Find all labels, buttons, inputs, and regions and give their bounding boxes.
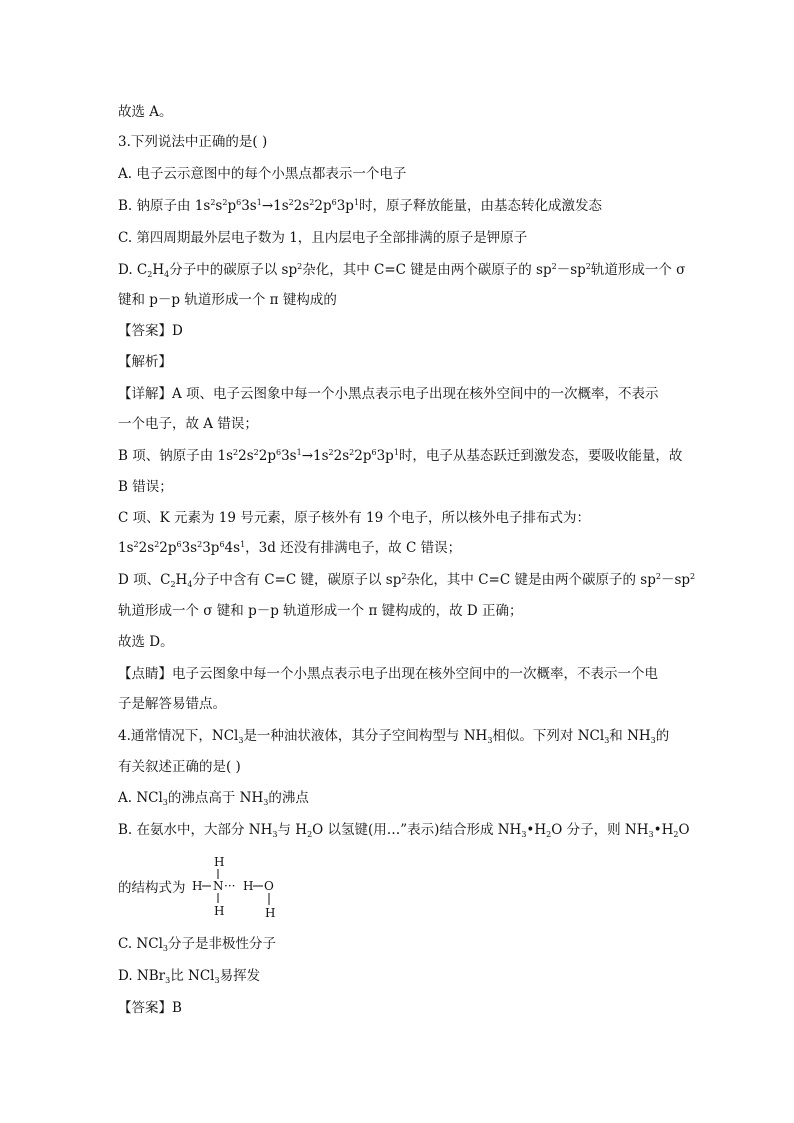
question-4-option-c: C. NCl$_3$分子是非极性分子 [118, 936, 276, 953]
question-3-stem: 3.下列说法中正确的是( ) [118, 134, 268, 150]
question-4-stem-line2: 有关叙述正确的是( ) [118, 759, 241, 775]
question-4-option-b: B. 在氨水中，大部分 $NH_3$与 $H_2O$ 以氢键(用…”表示)结合形成 $NH_3•H_2O$ 分子，则 $NH_3•H_2O$ [118, 822, 690, 839]
tip-line2: 子是解答易错点。 [118, 696, 226, 712]
detail-b-line2: B 错误； [118, 479, 173, 495]
question-4-option-a: A. NCl$_3$的沸点高于 $NH_3$的沸点 [118, 790, 309, 807]
structural-formula [118, 852, 318, 922]
question-4-stem-line1: 4.通常情况下，NCl$_3$是一种油状液体，其分子空间构型与 $NH_3$相似。下列对 NCl$_3$和 $NH_3$的 [118, 728, 670, 745]
detail-c-line1: C 项、K 元素为 19 号元素，原子核外有 19 个电子，所以核外电子排布式为： [118, 510, 591, 526]
question-3-option-d-line2: 键和 p－p 轨道形成一个 π 键构成的 [118, 292, 337, 308]
question-3-option-b: B. 钠原子由 $1s^2s^2p^63s^1\to 1s^22s^22p^63p^1$时，原子释放能量，由基态转化成激发态 [118, 198, 603, 214]
atom-h-mid: H [243, 879, 254, 893]
nh3-h2o-structure-diagram [188, 852, 308, 922]
answer-4: 【答案】B [118, 1000, 182, 1016]
question-3-option-a: A. 电子云示意图中的每个小黑点都表示一个电子 [118, 166, 407, 182]
answer-3: 【答案】D [118, 323, 183, 339]
analysis-heading: 【解析】 [118, 354, 172, 370]
atom-o: O [264, 879, 274, 893]
hydrogen-bond-dots: ··· [224, 879, 236, 893]
atom-h-left: H [192, 879, 203, 893]
atom-h-top: H [214, 855, 225, 869]
atom-n: N [213, 879, 224, 893]
conclusion-d: 故选 D。 [118, 634, 174, 650]
tip-line1: 【点睛】电子云图象中每一个小黑点表示电子出现在核外空间中的一次概率，不表示一个电 [118, 666, 658, 682]
detail-a-line2: 一个电子，故 A 错误； [118, 416, 258, 432]
atom-h-bottom-o: H [265, 906, 276, 920]
question-3-option-c: C. 第四周期最外层电子数为 1，且内层电子全部排满的原子是钾原子 [118, 230, 528, 246]
detail-d-line2: 轨道形成一个 σ 键和 p－p 轨道形成一个 π 键构成的，故 D 正确； [118, 603, 523, 619]
text-line: 故选 A。 [118, 104, 173, 120]
detail-b-line1: B 项、钠原子由 $1s^22s^22p^63s^1\to 1s^22s^22p^63p^1$时，电子从基态跃迁到激发态，要吸收能量，故 [118, 448, 683, 464]
question-4-option-d: D. NBr$_3$比 NCl$_3$易挥发 [118, 968, 261, 985]
atom-h-bottom-n: H [214, 904, 225, 918]
question-3-option-d-line1: D. $C_2H_4$分子中的碳原子以 $sp^2$杂化，其中 C=C 键是由两个碳原子的 $sp^2-sp^2$轨道形成一个 σ [118, 262, 686, 279]
detail-c-line2: $1s^22s^22p^63s^23p^64s^1$，3d 还没有排满电子，故 C 错误； [118, 540, 462, 556]
structure-lead-text: 的结构式为 [118, 880, 186, 896]
detail-a-line1: 【详解】A 项、电子云图象中每一个小黑点表示电子出现在核外空间中的一次概率，不表示 [118, 386, 659, 402]
detail-d-line1: D 项、$C_2H_4$分子中含有 C=C 键，碳原子以 $sp^2$杂化，其中 C=C 键是由两个碳原子的 $sp^2-sp^2$ [118, 572, 696, 589]
